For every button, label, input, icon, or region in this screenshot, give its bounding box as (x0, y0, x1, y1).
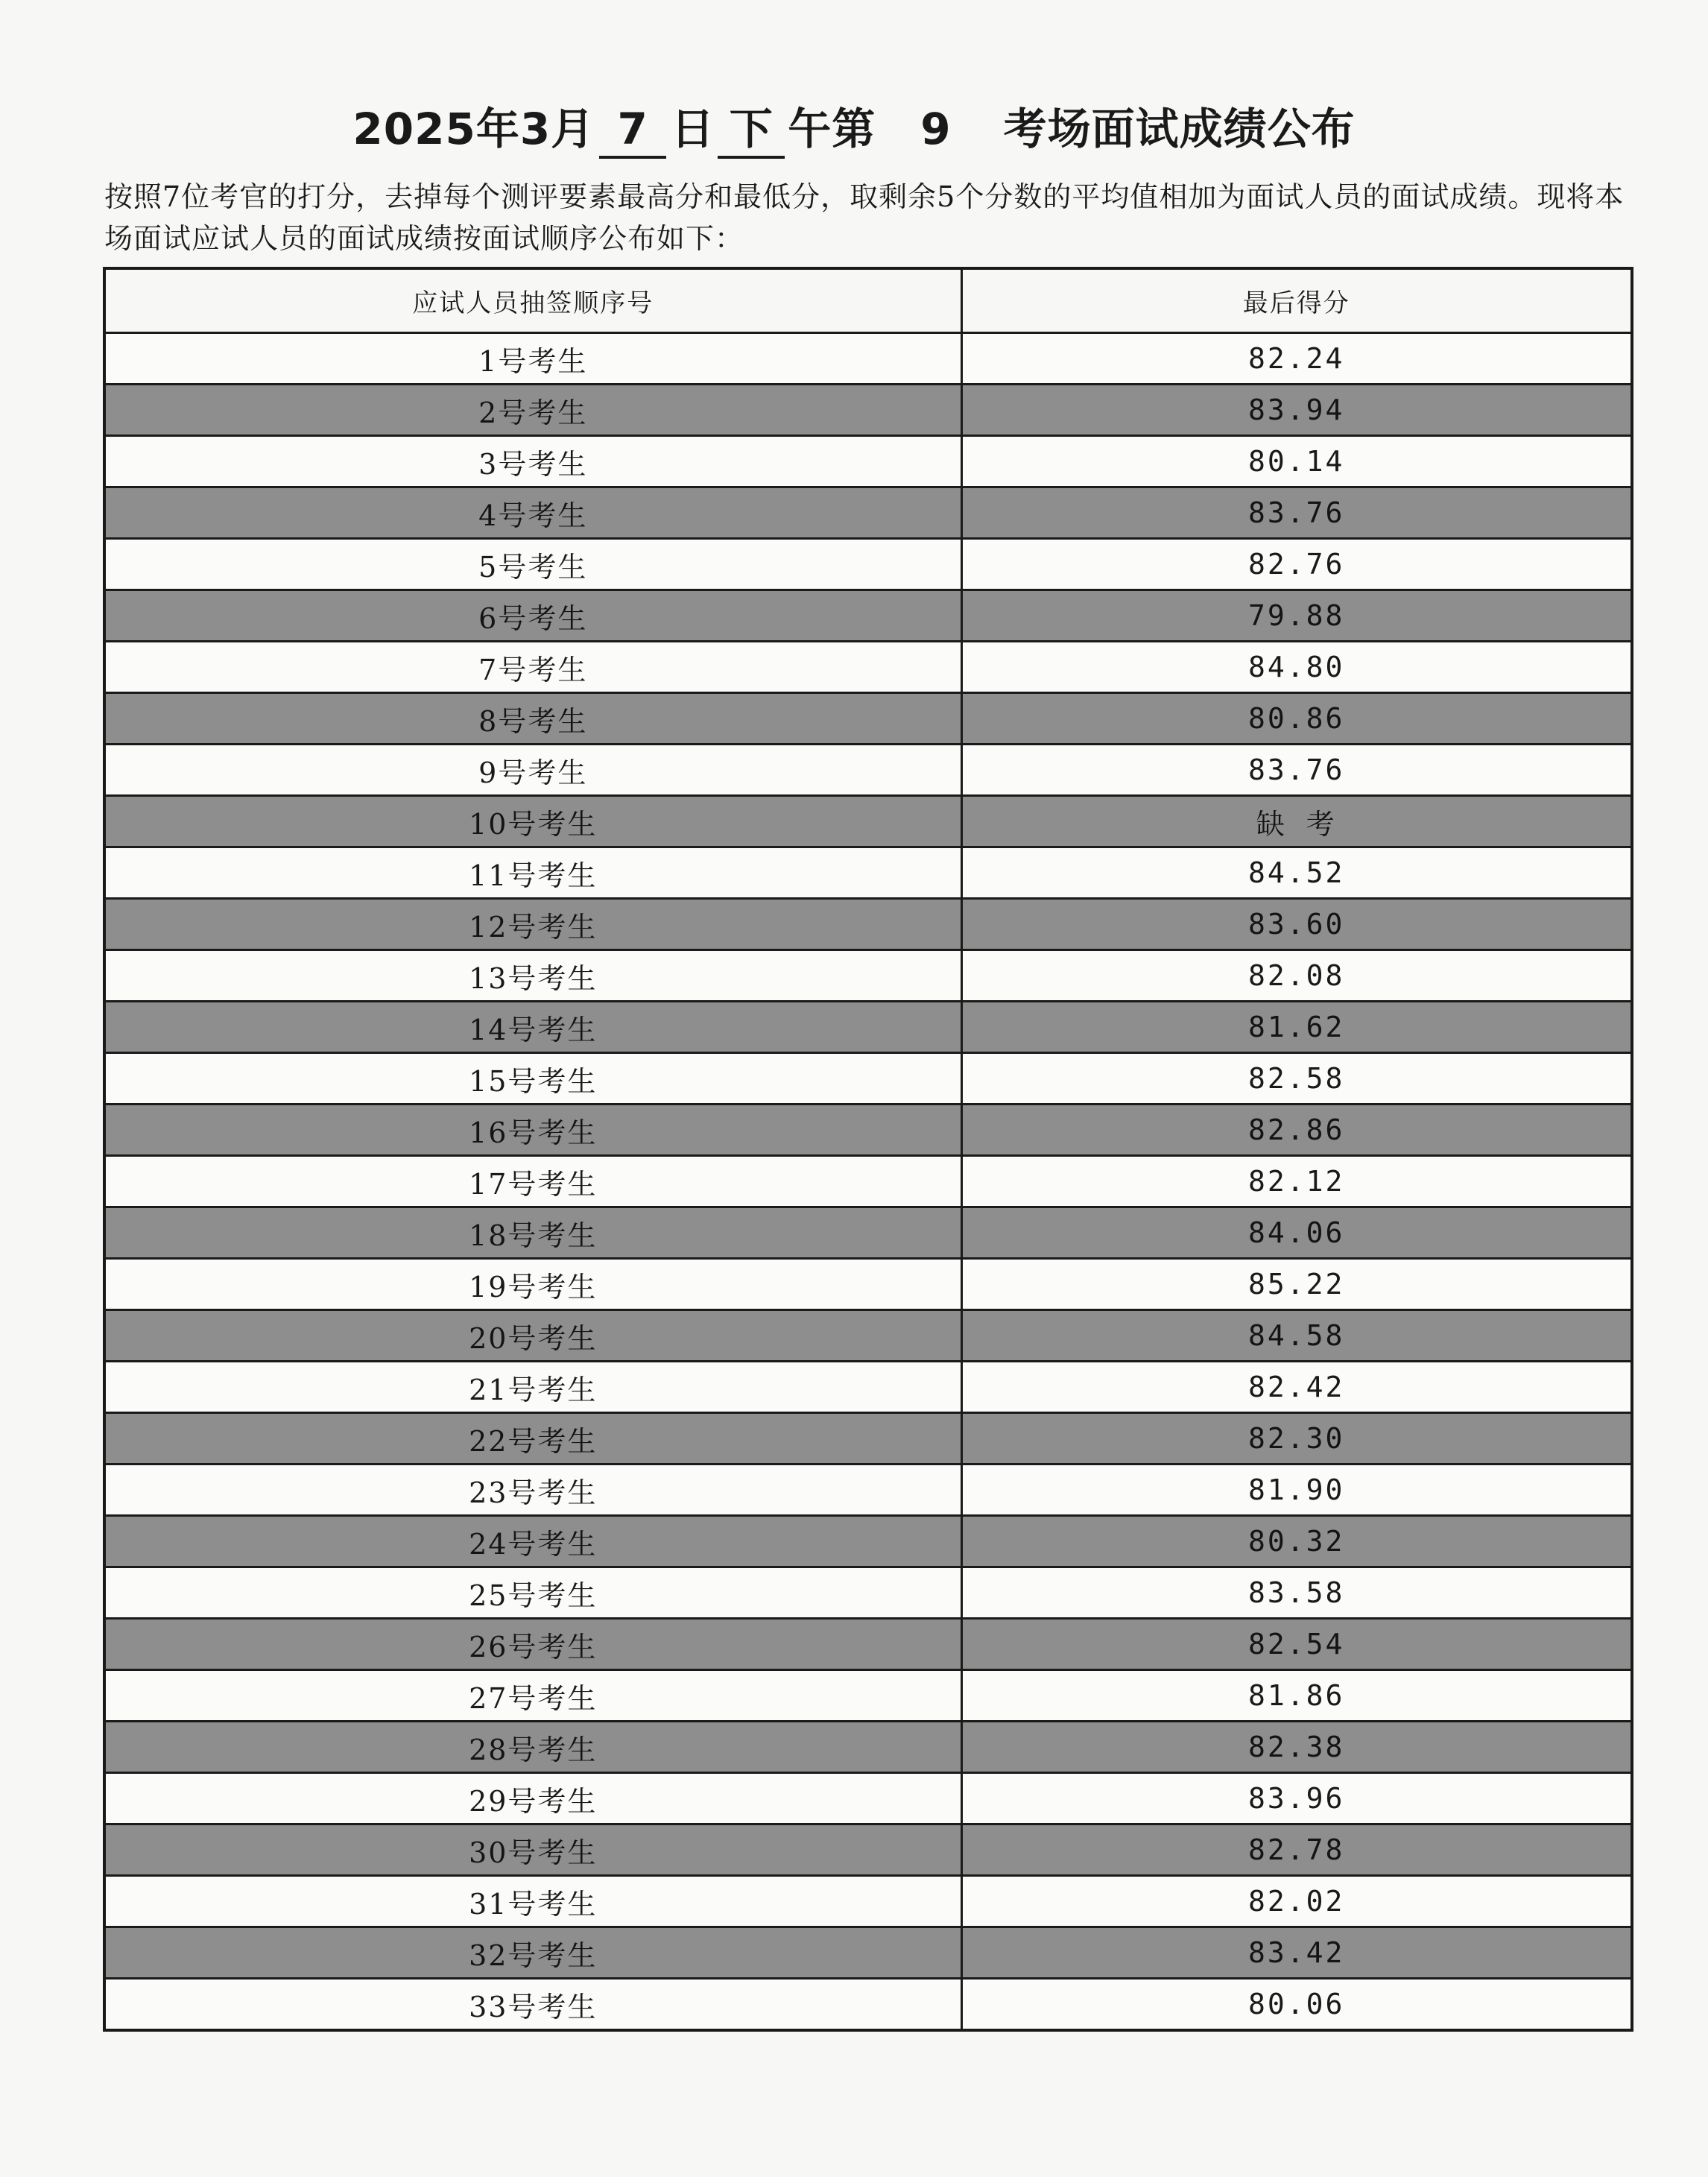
title-rest: 考场面试成绩公布 (1003, 104, 1356, 154)
candidate-order-cell: 24号考生 (104, 1516, 961, 1567)
table-row (104, 1259, 1632, 1310)
candidate-order-cell: 7号考生 (104, 642, 961, 693)
table-row (104, 1773, 1632, 1824)
table-row (104, 1362, 1632, 1413)
candidate-order-cell: 19号考生 (104, 1259, 961, 1310)
final-score-cell: 82.08 (961, 950, 1632, 1002)
table-row (104, 1310, 1632, 1362)
table-row (104, 487, 1632, 539)
final-score-cell: 82.86 (961, 1105, 1632, 1156)
candidate-order-cell: 6号考生 (104, 590, 961, 642)
candidate-order-cell: 15号考生 (104, 1053, 961, 1105)
final-score-cell: 79.88 (961, 590, 1632, 642)
table-row (104, 590, 1632, 642)
score-table (103, 267, 1633, 2032)
table-row (104, 642, 1632, 693)
candidate-order-cell: 22号考生 (104, 1413, 961, 1465)
final-score-cell: 83.96 (961, 1773, 1632, 1824)
candidate-order-cell: 17号考生 (104, 1156, 961, 1207)
final-score-cell: 83.58 (961, 1567, 1632, 1619)
table-row (104, 745, 1632, 796)
table-row (104, 1927, 1632, 1979)
table-row (104, 950, 1632, 1002)
table-row (104, 539, 1632, 590)
table-row (104, 899, 1632, 950)
table-row (104, 1876, 1632, 1927)
table-row (104, 1053, 1632, 1105)
final-score-cell: 82.76 (961, 539, 1632, 590)
final-score-cell: 82.24 (961, 333, 1632, 385)
table-row (104, 1105, 1632, 1156)
candidate-order-cell: 11号考生 (104, 847, 961, 899)
final-score-cell: 83.76 (961, 745, 1632, 796)
final-score-cell: 80.06 (961, 1979, 1632, 2031)
candidate-order-cell: 21号考生 (104, 1362, 961, 1413)
table-row (104, 1207, 1632, 1259)
final-score-cell: 80.32 (961, 1516, 1632, 1567)
table-row (104, 1156, 1632, 1207)
final-score-cell: 84.80 (961, 642, 1632, 693)
score-table-body (104, 333, 1632, 2031)
table-row (104, 847, 1632, 899)
table-row (104, 385, 1632, 436)
candidate-order-cell: 4号考生 (104, 487, 961, 539)
final-score-cell: 83.42 (961, 1927, 1632, 1979)
candidate-order-cell: 12号考生 (104, 899, 961, 950)
table-row (104, 1002, 1632, 1053)
candidate-order-cell: 29号考生 (104, 1773, 961, 1824)
final-score-cell: 81.90 (961, 1465, 1632, 1516)
table-row (104, 1824, 1632, 1876)
final-score-cell: 82.54 (961, 1619, 1632, 1670)
candidate-order-cell: 1号考生 (104, 333, 961, 385)
table-row (104, 693, 1632, 745)
header-candidate-order: 应试人员抽签顺序号 (104, 268, 961, 333)
final-score-cell: 83.60 (961, 899, 1632, 950)
table-row (104, 1619, 1632, 1670)
final-score-cell: 82.42 (961, 1362, 1632, 1413)
table-row (104, 1567, 1632, 1619)
final-score-cell: 83.94 (961, 385, 1632, 436)
table-row (104, 436, 1632, 487)
table-row (104, 1465, 1632, 1516)
final-score-cell: 80.14 (961, 436, 1632, 487)
candidate-order-cell: 23号考生 (104, 1465, 961, 1516)
final-score-cell: 82.78 (961, 1824, 1632, 1876)
candidate-order-cell: 26号考生 (104, 1619, 961, 1670)
candidate-order-cell: 20号考生 (104, 1310, 961, 1362)
page-title (0, 95, 1708, 162)
table-row (104, 1722, 1632, 1773)
table-row (104, 1670, 1632, 1722)
candidate-order-cell: 9号考生 (104, 745, 961, 796)
candidate-order-cell: 27号考生 (104, 1670, 961, 1722)
final-score-cell: 84.06 (961, 1207, 1632, 1259)
candidate-order-cell: 2号考生 (104, 385, 961, 436)
final-score-cell: 81.86 (961, 1670, 1632, 1722)
title-day-unit: 日 (671, 104, 715, 154)
table-row (104, 796, 1632, 847)
candidate-order-cell: 31号考生 (104, 1876, 961, 1927)
title-day-blank: 7 (599, 102, 666, 159)
candidate-order-cell: 28号考生 (104, 1722, 961, 1773)
title-period-suffix: 午第 (788, 104, 876, 154)
table-row (104, 1979, 1632, 2031)
final-score-cell: 82.12 (961, 1156, 1632, 1207)
table-header-row (104, 268, 1632, 333)
title-period-blank: 下 (718, 102, 785, 159)
candidate-order-cell: 18号考生 (104, 1207, 961, 1259)
final-score-cell: 82.38 (961, 1722, 1632, 1773)
candidate-order-cell: 14号考生 (104, 1002, 961, 1053)
title-room-number: 9 (920, 104, 952, 154)
candidate-order-cell: 33号考生 (104, 1979, 961, 2031)
candidate-order-cell: 3号考生 (104, 436, 961, 487)
final-score-cell: 80.86 (961, 693, 1632, 745)
intro-paragraph: 按照7位考官的打分，去掉每个测评要素最高分和最低分，取剩余5个分数的平均值相加为面试人员的面试成绩。现将本场面试应试人员的面试成绩按面试顺序公布如下： (104, 180, 1625, 255)
candidate-order-cell: 5号考生 (104, 539, 961, 590)
candidate-order-cell: 16号考生 (104, 1105, 961, 1156)
table-row (104, 333, 1632, 385)
title-year-month: 2025年3月 (352, 104, 595, 154)
final-score-cell: 85.22 (961, 1259, 1632, 1310)
candidate-order-cell: 10号考生 (104, 796, 961, 847)
final-score-cell: 82.30 (961, 1413, 1632, 1465)
final-score-cell: 84.58 (961, 1310, 1632, 1362)
final-score-cell: 82.02 (961, 1876, 1632, 1927)
table-row (104, 1413, 1632, 1465)
candidate-order-cell: 25号考生 (104, 1567, 961, 1619)
candidate-order-cell: 13号考生 (104, 950, 961, 1002)
candidate-order-cell: 8号考生 (104, 693, 961, 745)
final-score-cell: 83.76 (961, 487, 1632, 539)
final-score-cell: 缺 考 (961, 796, 1632, 847)
score-table-container (103, 267, 1630, 2032)
final-score-cell: 84.52 (961, 847, 1632, 899)
header-final-score: 最后得分 (961, 268, 1632, 333)
final-score-cell: 81.62 (961, 1002, 1632, 1053)
final-score-cell: 82.58 (961, 1053, 1632, 1105)
candidate-order-cell: 30号考生 (104, 1824, 961, 1876)
table-row (104, 1516, 1632, 1567)
candidate-order-cell: 32号考生 (104, 1927, 961, 1979)
